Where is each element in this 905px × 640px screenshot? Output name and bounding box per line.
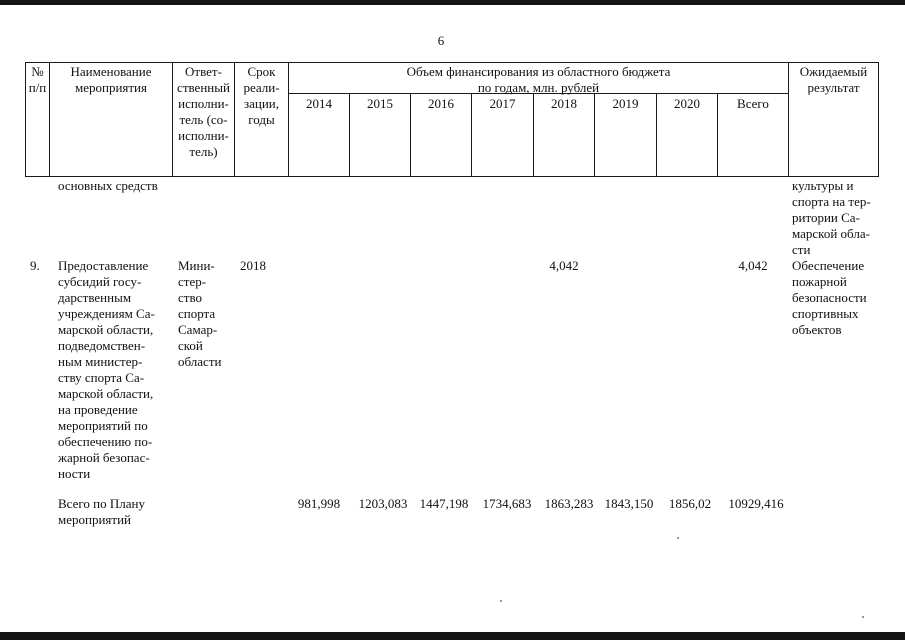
scan-top-edge: [0, 0, 905, 5]
total-value-2018: 1863,283: [544, 496, 594, 511]
header-responsible: Ответ- ственный исполни- тель (со- исполни- тель): [177, 64, 230, 159]
total-value-2014: 981,998: [297, 496, 341, 511]
row-number: 9.: [30, 258, 40, 273]
continuation-name: основных средств: [58, 178, 158, 193]
total-value-2015: 1203,083: [358, 496, 408, 511]
header-term: Срок реали- зации, годы: [243, 64, 280, 127]
row-name: Предоставление субсидий госу- дарственным учреждениям Са- марской области, подведомствен- ным министер- ству спорта Са- марской области, на проведение мероприятий по обеспечению по- жарной безопас- ности: [58, 258, 155, 481]
header-funding: Объем финансирования из областного бюджета по годам, млн. рублей: [406, 64, 671, 95]
header-year-2020: 2020: [674, 96, 700, 111]
total-value-2017: 1734,683: [482, 496, 532, 511]
header-year-2017: 2017: [489, 96, 516, 111]
header-year-2014: 2014: [306, 96, 332, 111]
row-value-total: 4,042: [738, 258, 768, 273]
header-year-2019: 2019: [612, 96, 639, 111]
header-total: Всего: [737, 96, 769, 111]
total-value-2016: 1447,198: [419, 496, 469, 511]
scan-speck: [500, 600, 502, 602]
total-value-2019: 1843,150: [604, 496, 654, 511]
header-year-2016: 2016: [428, 96, 454, 111]
header-name: Наименование мероприятия: [70, 64, 152, 95]
row-value-2018: 4,042: [549, 258, 579, 273]
row-result: Обеспечение пожарной безопасности спортивных объектов: [792, 258, 867, 337]
header-number: № п/п: [28, 64, 47, 95]
continuation-result: культуры и спорта на тер- ритории Са- марской обла- сти: [792, 178, 871, 257]
scan-speck: [677, 537, 679, 539]
total-label: Всего по Плану мероприятий: [58, 496, 145, 527]
scan-speck: [862, 616, 864, 618]
total-value-2020: 1856,02: [668, 496, 712, 511]
header-year-2015: 2015: [367, 96, 393, 111]
row-term: 2018: [240, 258, 266, 273]
total-value-all: 10929,416: [728, 496, 784, 511]
header-result: Ожидаемый результат: [799, 64, 868, 95]
page-number: 6: [437, 33, 445, 48]
scan-bottom-edge: [0, 632, 905, 640]
row-responsible: Мини- стер- ство спорта Самар- ской области: [178, 258, 222, 369]
header-year-2018: 2018: [551, 96, 577, 111]
